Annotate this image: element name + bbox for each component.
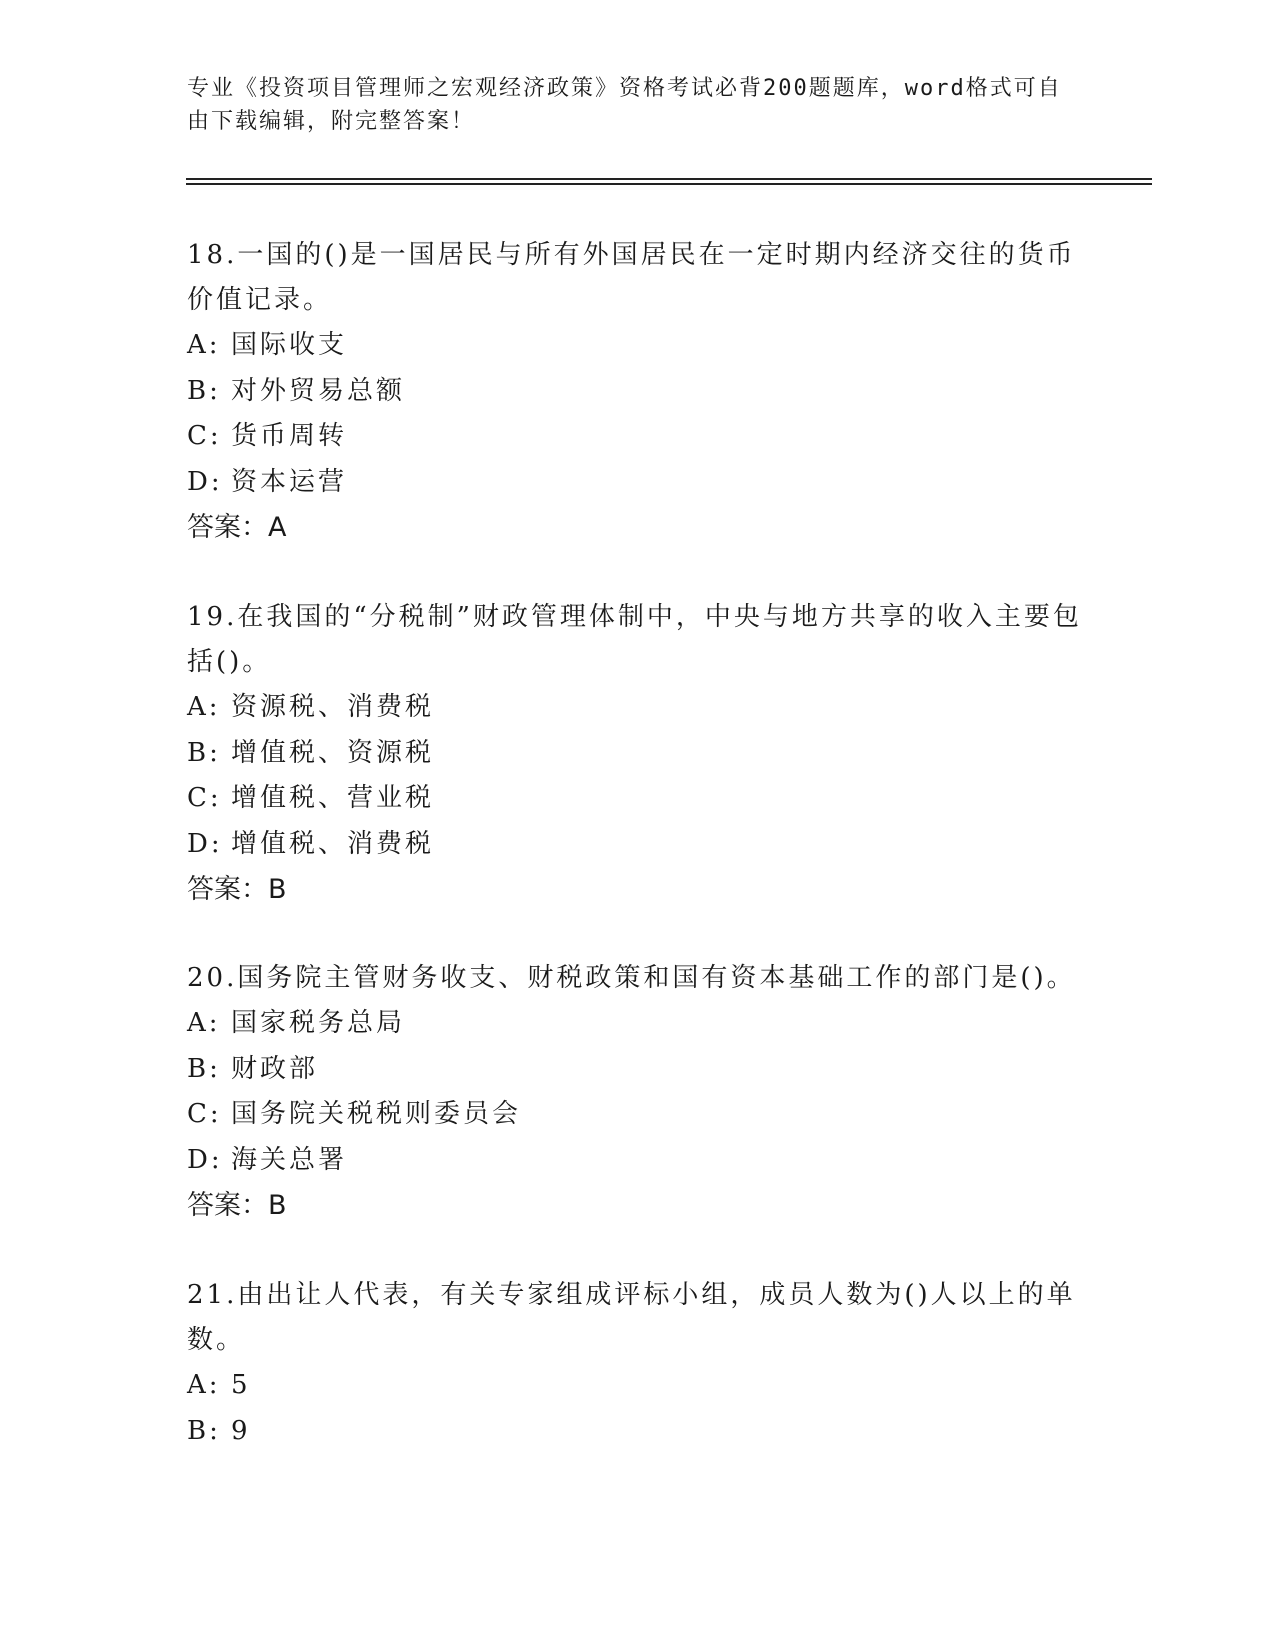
option-text: 5: [231, 1370, 251, 1400]
option-letter: C:: [187, 783, 222, 813]
option-letter: B:: [187, 375, 221, 406]
option-letter: C:: [187, 1099, 222, 1129]
option-letter: B:: [187, 737, 221, 768]
option-letter: A:: [187, 330, 221, 360]
option-letter: D:: [187, 828, 223, 859]
option-c: [187, 1092, 1087, 1138]
option-text: 海关总署: [231, 1144, 348, 1175]
option-c: [187, 414, 1087, 460]
answer-label: 答案：B: [187, 874, 287, 905]
option-d: [187, 1138, 1087, 1184]
option-letter: D:: [187, 1144, 223, 1175]
question-20: [187, 956, 1087, 1229]
document-header: 专业《投资项目管理师之宏观经济政策》资格考试必背200题题库，word格式可自由下载编辑，附完整答案！: [187, 76, 1062, 134]
option-text: 9: [231, 1415, 251, 1446]
option-text: 资源税、消费税: [231, 692, 435, 722]
question-stem: 19.在我国的“分税制”财政管理体制中，中央与地方共享的收入主要包括()。: [187, 602, 1082, 677]
question-stem: 20.国务院主管财务收支、财税政策和国有资本基础工作的部门是()。: [187, 963, 1076, 993]
option-text: 国务院关税税则委员会: [231, 1099, 522, 1129]
question-21: [187, 1273, 1087, 1454]
option-letter: B:: [187, 1053, 221, 1084]
option-b: [187, 731, 1087, 777]
option-b: [187, 1047, 1087, 1093]
option-text: 增值税、消费税: [231, 828, 435, 859]
option-b: [187, 1409, 1087, 1455]
option-d: [187, 460, 1087, 506]
question-19: [187, 595, 1087, 913]
option-text: 国家税务总局: [231, 1008, 406, 1038]
option-letter: A:: [187, 692, 221, 722]
option-text: 增值税、营业税: [231, 783, 435, 813]
option-text: 国际收支: [231, 330, 348, 360]
answer-label: 答案：B: [187, 1190, 287, 1221]
option-letter: D:: [187, 466, 223, 497]
header-divider: [186, 178, 1152, 185]
question-stem: 18.一国的()是一国居民与所有外国居民在一定时期内经济交往的货币价值记录。: [187, 240, 1076, 315]
question-stem: 21.由出让人代表，有关专家组成评标小组，成员人数为()人以上的单数。: [187, 1280, 1076, 1355]
option-a: [187, 685, 1087, 731]
option-a: [187, 323, 1087, 369]
question-18: [187, 233, 1087, 551]
option-c: [187, 776, 1087, 822]
option-letter: C:: [187, 421, 222, 451]
answer-label: 答案：A: [187, 512, 287, 543]
option-letter: B:: [187, 1415, 221, 1446]
option-text: 增值税、资源税: [231, 737, 435, 768]
option-b: [187, 369, 1087, 415]
option-d: [187, 822, 1087, 868]
option-text: 财政部: [231, 1053, 319, 1084]
option-text: 资本运营: [231, 466, 348, 497]
option-text: 货币周转: [231, 421, 348, 451]
option-text: 对外贸易总额: [231, 375, 406, 406]
option-a: [187, 1001, 1087, 1047]
option-letter: A:: [187, 1370, 221, 1400]
option-a: [187, 1363, 1087, 1409]
option-letter: A:: [187, 1008, 221, 1038]
